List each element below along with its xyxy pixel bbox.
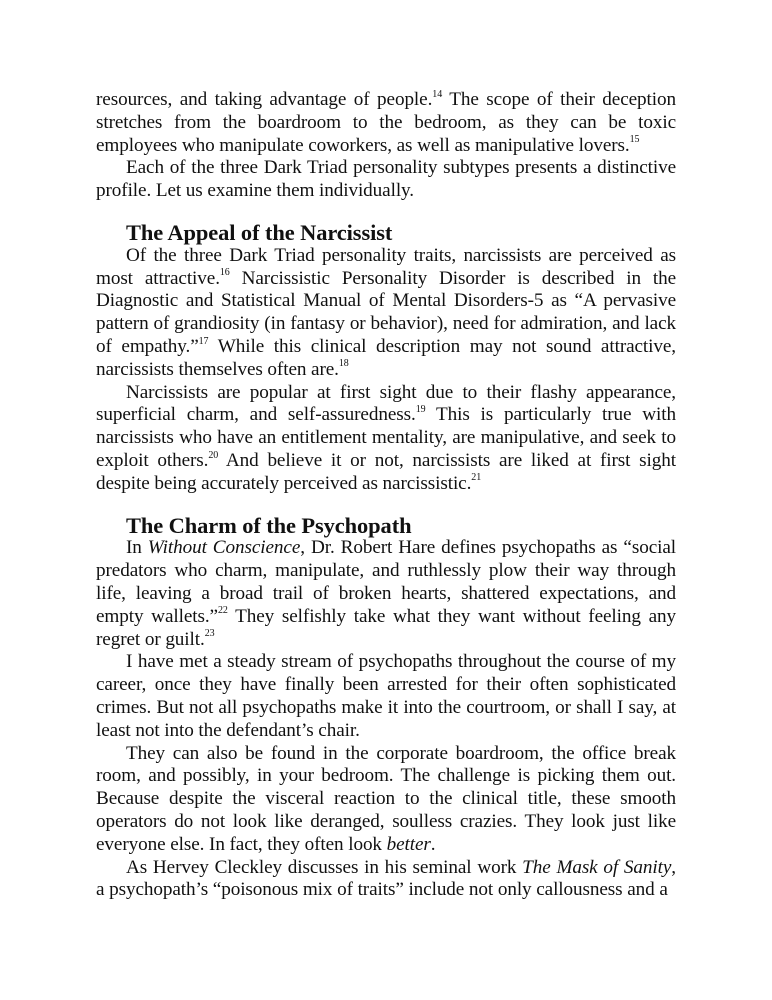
footnote-ref-18: 18	[338, 358, 349, 370]
text-segment: In	[126, 537, 148, 559]
text-segment: They selfishly take what they want without feeling any regret or guilt.	[96, 605, 676, 650]
text-segment: This is particularly true with narcissists who have an entitlement mentality, are manipulative, and seek to exploit others.	[96, 404, 676, 471]
book-title-mask-of-sanity: The Mask of Sanity	[522, 856, 672, 878]
paragraph-psychopaths-career	[96, 651, 676, 742]
text-segment: While this clinical description may not sound attractive, narcissists themselves often are.	[96, 335, 677, 380]
footnote-ref-22: 22	[217, 605, 228, 617]
paragraph-cleckley	[96, 857, 676, 903]
paragraph-subtypes-intro	[96, 157, 676, 203]
paragraph-psychopaths-everywhere	[96, 743, 676, 857]
footnote-ref-19: 19	[415, 403, 426, 415]
book-page	[96, 89, 676, 902]
text-segment: I have met a steady stream of psychopaths throughout the course of my career, once they have finally been arrested for their often sophisticated crimes. But not all psychopaths make it into the courtroom, or shall I say, at least not into the defendant’s chair.	[96, 651, 676, 741]
text-segment: Each of the three Dark Triad personality subtypes presents a distinctive profile. Let us examine them individually.	[96, 157, 676, 202]
paragraph-narcissist-definition	[96, 245, 676, 382]
footnote-ref-23: 23	[204, 628, 215, 640]
text-segment: .	[430, 833, 436, 855]
paragraph-deception-scope	[96, 89, 676, 157]
section-heading-narcissist: The Appeal of the Narcissist	[126, 219, 393, 245]
text-segment: Of the three Dark Triad personality traits, narcissists are perceived as most attractive.	[96, 244, 676, 289]
emphasis-better: better	[386, 833, 431, 855]
text-segment: As Hervey Cleckley discusses in his seminal work	[126, 856, 523, 878]
paragraph-narcissist-popularity	[96, 382, 676, 496]
footnote-ref-16: 16	[219, 267, 230, 279]
book-title-without-conscience: Without Conscience	[147, 537, 301, 559]
text-segment: , Dr. Robert Hare defines psychopaths as “social predators who charm, manipulate, and ruthlessly plow their way through life, leaving a broad trail of broken hearts, shattered expectations, and empty wallets.”	[96, 537, 676, 627]
section-heading-psychopath: The Charm of the Psychopath	[126, 512, 412, 538]
text-segment: And believe it or not, narcissists are liked at first sight despite being accurately perceived as narcissistic.	[96, 449, 676, 494]
text-segment: Narcissists are popular at first sight due to their flashy appearance, superficial charm, and self-assuredness.	[96, 381, 676, 426]
paragraph-psychopath-definition	[96, 537, 676, 651]
footnote-ref-17: 17	[198, 335, 209, 347]
text-segment: The scope of their deception stretches from the boardroom to the bedroom, as they can be toxic employees who manipulate coworkers, as well as manipulative lovers.	[96, 89, 676, 156]
text-segment: Narcissistic Personality Disorder is described in the Diagnostic and Statistical Manual of Mental Disorders-5 as “A pervasive pattern of grandiosity (in fantasy or behavior), need for admiration, and lack of empathy.”	[96, 267, 676, 357]
text-segment: They can also be found in the corporate boardroom, the office break room, and possibly, in your bedroom. The challenge is picking them out. Because despite the visceral reaction to the clinical title, these smooth operators do not look like deranged, soulless crazies. They look just like everyone else. In fact, they often look	[96, 742, 676, 855]
footnote-ref-15: 15	[629, 134, 640, 146]
text-segment: , a psychopath’s “poisonous mix of traits” include not only callousness and a	[96, 856, 676, 901]
footnote-ref-20: 20	[208, 449, 219, 461]
footnote-ref-14: 14	[432, 88, 443, 100]
footnote-ref-21: 21	[471, 472, 482, 484]
text-segment: resources, and taking advantage of people.	[96, 89, 433, 110]
